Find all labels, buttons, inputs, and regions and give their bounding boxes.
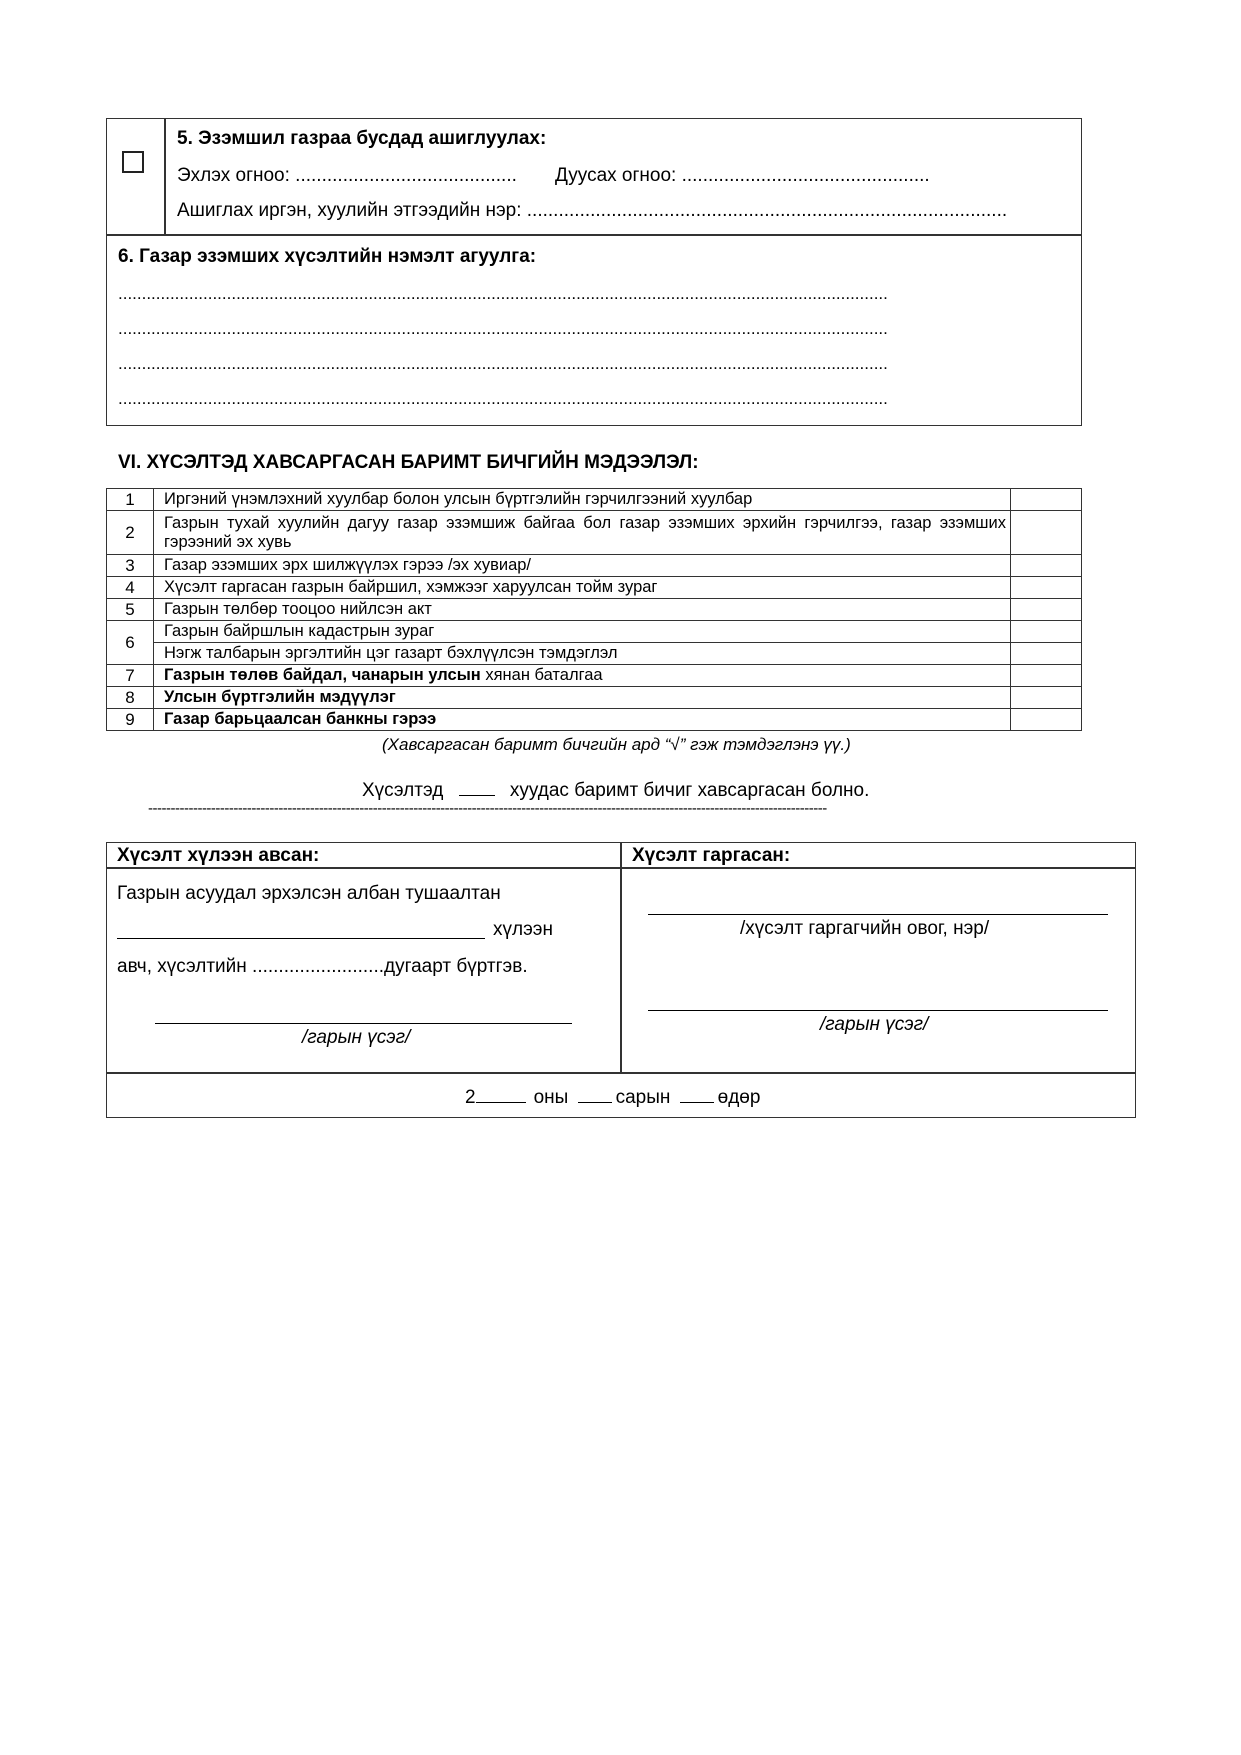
row-description: Иргэний үнэмлэхний хуулбар болон улсын бүртгэлийн гэрчилгээний хуулбар [154, 489, 1011, 511]
table-row [107, 489, 1082, 511]
row-number: 1 [107, 489, 154, 511]
row-number: 7 [107, 665, 154, 687]
table-note: (Хавсаргасан баримт бичгийн ард “√” гэж тэмдэглэнэ үү.) [382, 735, 851, 754]
page-count-blank[interactable] [459, 778, 495, 796]
received-word: хүлээн [493, 919, 553, 940]
table-row [107, 555, 1082, 577]
row-description-bold: Газрын төлөв байдал, чанарын улсын [164, 666, 481, 685]
end-date-field[interactable]: Дуусах огноо: ............................................... [555, 165, 930, 186]
row-check-cell[interactable] [1011, 643, 1082, 665]
row-check-cell[interactable] [1011, 621, 1082, 643]
table-row [107, 599, 1082, 621]
start-date-field[interactable]: Эхлэх огноо: .......................................... [177, 165, 517, 186]
row-number: 9 [107, 709, 154, 731]
year-blank[interactable] [476, 1085, 526, 1103]
table-row [107, 577, 1082, 599]
applicant-name-label: /хүсэлт гаргагчийн овог, нэр/ [740, 918, 990, 939]
submitted-title: Хүсэлт гаргасан: [632, 845, 791, 866]
day-blank[interactable] [680, 1085, 714, 1103]
section5-checkbox[interactable] [122, 151, 144, 173]
date-month: сарын [615, 1087, 671, 1108]
date-line [465, 1085, 760, 1109]
section6-line[interactable]: ................................................................................................................................................................... [118, 389, 888, 408]
applicant-name-line[interactable] [648, 914, 1108, 915]
row-number: 8 [107, 687, 154, 709]
row-description: Газар эзэмших эрх шилжүүлэх гэрээ /эх хувиар/ [154, 555, 1011, 577]
table-row [107, 709, 1082, 731]
section6-line[interactable]: ................................................................................................................................................................... [118, 284, 888, 303]
month-blank[interactable] [578, 1085, 612, 1103]
row-description: Газар барьцаалсан банкны гэрээ [154, 709, 1011, 731]
row-number: 2 [107, 511, 154, 555]
row-description-rest: хянан баталгаа [480, 666, 603, 685]
attachment-count-line [362, 778, 869, 802]
row-description: Газрын төлбөр тооцоо нийлсэн акт [154, 599, 1011, 621]
table-row [107, 687, 1082, 709]
row-description: Газрын байршлын кадастрын зураг [154, 621, 1011, 643]
table-row [107, 665, 1082, 687]
attach-before: Хүсэлтэд [362, 780, 444, 801]
attach-after: хуудас баримт бичиг хавсаргасан болно. [509, 780, 870, 801]
row-number: 3 [107, 555, 154, 577]
date-prefix: 2 [465, 1087, 476, 1108]
section5-divider [164, 118, 166, 236]
table-row [107, 621, 1082, 643]
receipt-column-divider [620, 842, 622, 1073]
row-description: Хүсэлт гаргасан газрын байршил, хэмжээг харуулсан тойм зураг [154, 577, 1011, 599]
attached-documents-table [106, 488, 1082, 731]
official-signature-label: /гарын үсэг/ [302, 1027, 411, 1048]
official-line: Газрын асуудал эрхэлсэн албан тушаалтан [117, 883, 501, 904]
row-description: Газрын тухай хуулийн дагуу газар эзэмшиж байгаа бол газар эзэмших эрхийн гэрчилгээ, газар эзэмших гэрээний эх хувь [154, 511, 1011, 555]
official-name-blank[interactable] [117, 938, 485, 939]
section6-line[interactable]: ................................................................................................................................................................... [118, 354, 888, 373]
row-check-cell[interactable] [1011, 709, 1082, 731]
date-year: оны [533, 1087, 569, 1108]
row-number: 6 [107, 621, 154, 665]
row-description [154, 665, 1011, 687]
section6-line[interactable]: ................................................................................................................................................................... [118, 319, 888, 338]
receipt-date-divider [106, 1072, 1136, 1074]
section-vi-title: VI. ХҮСЭЛТЭД ХАВСАРГАСАН БАРИМТ БИЧГИЙН МЭДЭЭЛЭЛ: [118, 452, 699, 473]
cut-line: ------------------------------------------------------------------------------------------------------------------------------------------------------- [148, 800, 827, 817]
row-check-cell[interactable] [1011, 555, 1082, 577]
row-check-cell[interactable] [1011, 489, 1082, 511]
row-number: 4 [107, 577, 154, 599]
user-name-field[interactable]: Ашиглах иргэн, хуулийн этгээдийн нэр: ........................................................................................... [177, 200, 1008, 221]
row-check-cell[interactable] [1011, 599, 1082, 621]
row-description: Улсын бүртгэлийн мэдүүлэг [154, 687, 1011, 709]
applicant-signature-label: /гарын үсэг/ [820, 1014, 929, 1035]
row-description: Нэгж талбарын эргэлтийн цэг газарт бэхлүүлсэн тэмдэглэл [154, 643, 1011, 665]
section5-title: 5. Эзэмшил газраа бусдад ашиглуулах: [177, 128, 547, 149]
table-row [107, 643, 1082, 665]
registered-text[interactable]: авч, хүсэлтийн .........................дугаарт бүртгэв. [117, 956, 528, 977]
table-row [107, 511, 1082, 555]
section6-title: 6. Газар эзэмших хүсэлтийн нэмэлт агуулга: [118, 246, 537, 267]
received-title: Хүсэлт хүлээн авсан: [117, 845, 320, 866]
applicant-signature-line[interactable] [648, 1010, 1108, 1011]
row-check-cell[interactable] [1011, 665, 1082, 687]
official-signature-line[interactable] [155, 1023, 572, 1024]
row-number: 5 [107, 599, 154, 621]
date-day: өдөр [717, 1087, 761, 1108]
row-check-cell[interactable] [1011, 511, 1082, 555]
row-check-cell[interactable] [1011, 687, 1082, 709]
row-check-cell[interactable] [1011, 577, 1082, 599]
